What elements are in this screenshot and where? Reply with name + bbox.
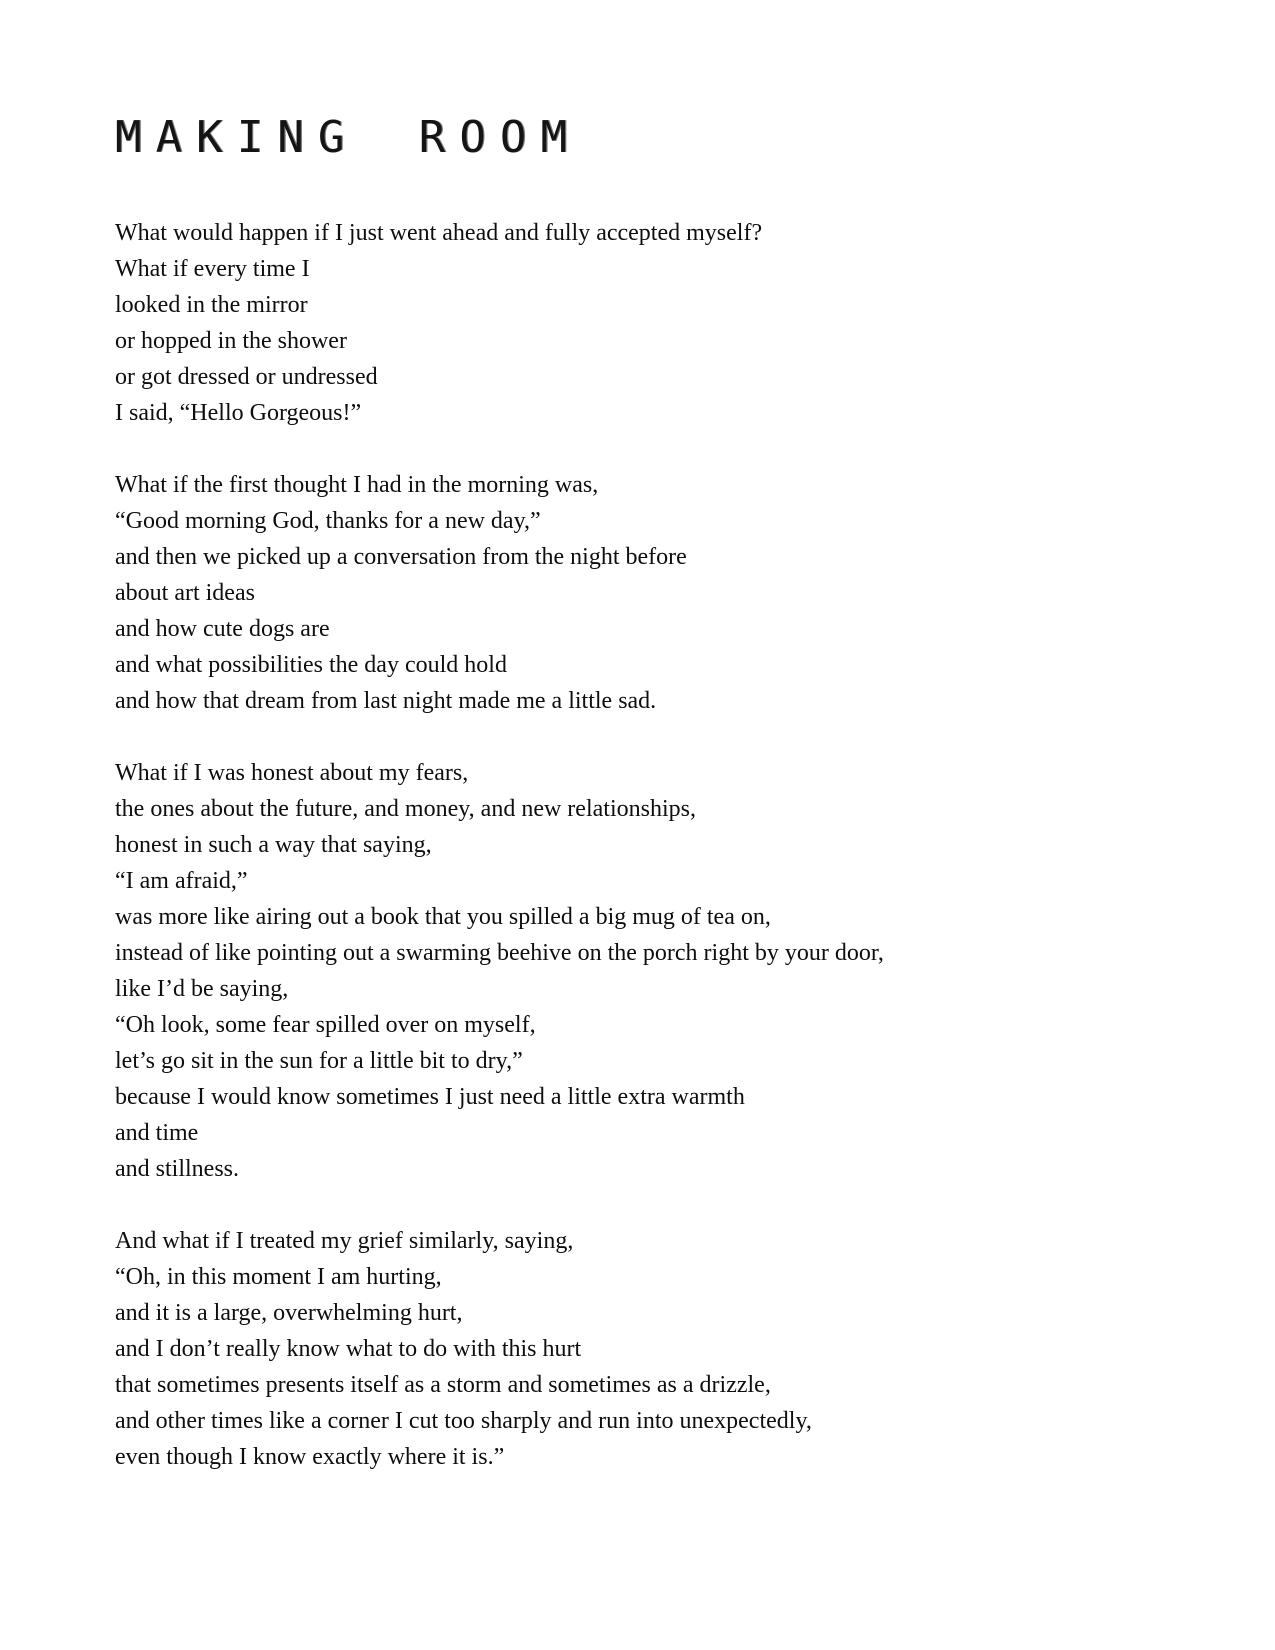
poem-line: let’s go sit in the sun for a little bit to dry,” (115, 1048, 523, 1074)
poem-stanza (115, 467, 1160, 719)
poem-line: and how cute dogs are (115, 616, 330, 642)
poem-line: What if every time I (115, 256, 310, 282)
poem-line: What if the first thought I had in the morning was, (115, 472, 599, 498)
poem-line: even though I know exactly where it is.” (115, 1444, 505, 1470)
poem-line: “Oh look, some fear spilled over on myself, (115, 1012, 536, 1038)
poem-line: “I am afraid,” (115, 868, 248, 894)
poem-line: and it is a large, overwhelming hurt, (115, 1300, 463, 1326)
poem-line: I said, “Hello Gorgeous!” (115, 400, 362, 426)
poem-line: or got dressed or undressed (115, 364, 378, 390)
poem-line: and other times like a corner I cut too sharply and run into unexpectedly, (115, 1408, 812, 1434)
poem-line: or hopped in the shower (115, 328, 347, 354)
poem-title: MAKING ROOM (115, 112, 582, 163)
poem-line: instead of like pointing out a swarming beehive on the porch right by your door, (115, 940, 884, 966)
poem-line: looked in the mirror (115, 292, 308, 318)
poem-line: about art ideas (115, 580, 255, 606)
poem-body (115, 215, 1160, 1475)
poem-stanza (115, 1223, 1160, 1475)
poem-line: “Oh, in this moment I am hurting, (115, 1264, 442, 1290)
poem-line: the ones about the future, and money, and new relationships, (115, 796, 696, 822)
poem-line: that sometimes presents itself as a storm and sometimes as a drizzle, (115, 1372, 771, 1398)
poem-line: because I would know sometimes I just need a little extra warmth (115, 1084, 745, 1110)
poem-line: and I don’t really know what to do with this hurt (115, 1336, 582, 1362)
poem-line: And what if I treated my grief similarly, saying, (115, 1228, 574, 1254)
poem-line: and what possibilities the day could hold (115, 652, 507, 678)
poem-line: What if I was honest about my fears, (115, 760, 469, 786)
poem-line: and time (115, 1120, 199, 1146)
poem-line: was more like airing out a book that you spilled a big mug of tea on, (115, 904, 771, 930)
poem-line: What would happen if I just went ahead and fully accepted myself? (115, 220, 763, 246)
poem-line: like I’d be saying, (115, 976, 289, 1002)
poem-line: and then we picked up a conversation from the night before (115, 544, 687, 570)
poem-stanza (115, 215, 1160, 431)
poem-line: and stillness. (115, 1156, 239, 1182)
poem-line: honest in such a way that saying, (115, 832, 432, 858)
poem-line: and how that dream from last night made me a little sad. (115, 688, 657, 714)
poem-line: “Good morning God, thanks for a new day,” (115, 508, 541, 534)
poem-stanza (115, 755, 1160, 1187)
